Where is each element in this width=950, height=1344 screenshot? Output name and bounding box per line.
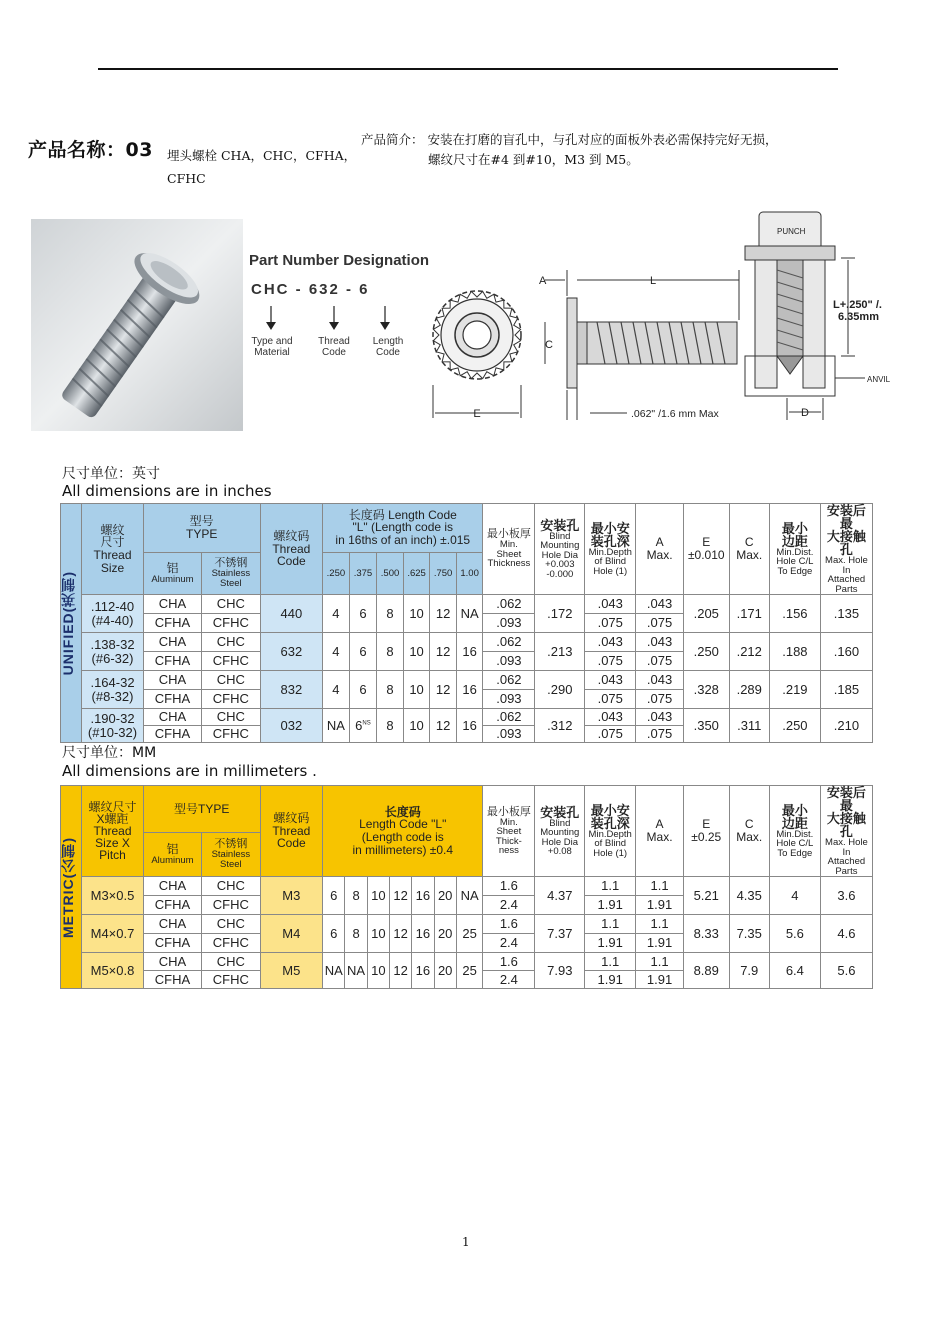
cell: .043 <box>636 595 684 614</box>
cell: 25 <box>456 915 483 953</box>
stud-photo <box>31 219 243 431</box>
cell: CFHC <box>202 614 260 633</box>
cell: 2.4 <box>483 971 535 989</box>
cell: .185 <box>820 671 872 709</box>
cell: CFHC <box>202 971 260 989</box>
anvil-label: ANVIL <box>867 375 891 384</box>
cell: CHC <box>202 915 260 934</box>
cell: .075 <box>585 614 636 633</box>
cell: 12 <box>430 595 457 633</box>
cell: .171 <box>729 595 769 633</box>
cell: 1.1 <box>636 915 684 934</box>
cell: 8 <box>377 671 404 709</box>
cell: .043 <box>585 709 636 726</box>
cell: CFHA <box>143 896 201 915</box>
metric-side-label: METRIC(公制) <box>61 786 82 989</box>
cell: 1.1 <box>585 877 636 896</box>
max-note: .062" /1.6 mm Max <box>631 408 719 420</box>
cell: 8 <box>377 595 404 633</box>
cell: .210 <box>820 709 872 743</box>
cell: .075 <box>636 690 684 709</box>
cell: 6 <box>349 595 377 633</box>
cell: .043 <box>585 595 636 614</box>
cell: 10 <box>403 633 430 671</box>
cell: 8 <box>377 633 404 671</box>
cell: NA <box>456 877 483 915</box>
cell: CHC <box>202 953 260 971</box>
head-front-view <box>433 291 521 379</box>
cell: 7.35 <box>729 915 769 953</box>
cell: .160 <box>820 633 872 671</box>
cell: M4 <box>260 915 323 953</box>
cell: 1.91 <box>636 896 684 915</box>
seg2-line1: Thread <box>318 336 350 347</box>
inch-h-length: 长度码 Length Code "L" (Length code is in 16ths of an inch) ±.015 <box>323 504 483 553</box>
cell: 6 <box>349 633 377 671</box>
cell: .075 <box>636 614 684 633</box>
cell: CHC <box>202 671 260 690</box>
cell: .219 <box>769 671 820 709</box>
cell: CFHA <box>143 614 201 633</box>
cell: 4 <box>323 595 350 633</box>
stud-side-view <box>567 298 737 388</box>
cell: .205 <box>683 595 729 633</box>
metric-h-type: 型号TYPE <box>143 786 260 833</box>
inch-len-5: 1.00 <box>456 552 483 594</box>
cell: .212 <box>729 633 769 671</box>
punch-label: PUNCH <box>777 227 806 236</box>
cell: 8 <box>377 709 404 743</box>
metric-spec-table <box>60 785 873 989</box>
cell: 1.6 <box>483 915 535 934</box>
cell: 10 <box>403 671 430 709</box>
cell: 4.37 <box>535 877 585 915</box>
seg3-line2: Code <box>376 347 400 358</box>
cell: .312 <box>535 709 585 743</box>
inch-h-code: 螺纹码 Thread Code <box>260 504 323 595</box>
cell: 10 <box>367 877 389 915</box>
cell: CFHC <box>202 652 260 671</box>
cell: CFHC <box>202 896 260 915</box>
cell: CFHC <box>202 934 260 953</box>
metric-h-al: 铝 Aluminum <box>143 832 201 876</box>
intro-line-2: 螺纹尺寸在#4 到#10，M3 到 M5。 <box>428 152 639 167</box>
cell: 12 <box>430 633 457 671</box>
cell: .043 <box>636 633 684 652</box>
cell: CFHA <box>143 934 201 953</box>
inch-h-sheet: 最小板厚 Min. Sheet Thickness <box>483 504 535 595</box>
cell: CHA <box>143 709 201 726</box>
inch-h-blind: 安装孔 Blind Mounting Hole Dia +0.003 -0.000 <box>535 504 585 595</box>
seg1-line1: Type and <box>251 336 293 347</box>
cell: 20 <box>434 953 456 989</box>
cell: .350 <box>683 709 729 743</box>
inch-unit-en: All dimensions are in inches <box>62 482 272 500</box>
cell: 1.91 <box>585 971 636 989</box>
cell: CHA <box>143 915 201 934</box>
cell: 5.21 <box>683 877 729 915</box>
cell: 1.91 <box>636 971 684 989</box>
inch-h-type: 型号 TYPE <box>143 504 260 553</box>
cell: 6 <box>349 671 377 709</box>
cell: 1.91 <box>585 896 636 915</box>
intro-label: 产品简介： <box>361 132 424 147</box>
cell: .135 <box>820 595 872 633</box>
cell: 1.1 <box>636 953 684 971</box>
top-rule <box>98 68 838 70</box>
inch-side-label: UNIFIED(英制) <box>61 504 82 743</box>
table-row: M5×0.8 <box>82 953 144 989</box>
inch-h-al: 铝 Aluminum <box>143 552 201 594</box>
cell: .093 <box>483 690 535 709</box>
cell: 25 <box>456 953 483 989</box>
metric-h-hole: 安装后最 大接触孔 Max. Hole In Attached Parts <box>820 786 872 877</box>
cell: 6 <box>323 915 345 953</box>
cell: .043 <box>636 709 684 726</box>
cell: CFHC <box>202 690 260 709</box>
length-note-2: 6.35mm <box>838 311 879 323</box>
cell: 16 <box>456 671 483 709</box>
cell: 7.37 <box>535 915 585 953</box>
cell: 12 <box>430 671 457 709</box>
inch-len-4: .750 <box>430 552 457 594</box>
dim-l-label: L <box>650 275 657 287</box>
dim-c-label: C <box>545 339 553 351</box>
seg1-line2: Material <box>254 347 290 358</box>
cell: CHA <box>143 671 201 690</box>
cell: CFHA <box>143 971 201 989</box>
cell: 8.89 <box>683 953 729 989</box>
cell: 6.4 <box>769 953 820 989</box>
designation-code: CHC - 632 - 6 <box>251 281 370 298</box>
installation-view <box>745 212 835 396</box>
cell: .075 <box>585 726 636 743</box>
product-name-desc: 埋头螺栓 CHA，CHC，CFHA，CFHC <box>167 148 357 186</box>
cell: 10 <box>367 915 389 953</box>
metric-h-e: E ±0.25 <box>683 786 729 877</box>
cell: CFHA <box>143 652 201 671</box>
cell: .075 <box>636 652 684 671</box>
product-intro <box>361 130 841 170</box>
cell: 12 <box>389 915 411 953</box>
metric-unit-cn: 尺寸单位：MM <box>62 745 157 761</box>
cell: CHC <box>202 877 260 896</box>
cell: CHC <box>202 633 260 652</box>
cell: 1.91 <box>585 934 636 953</box>
part-number-diagram <box>245 210 905 438</box>
cell: 7.93 <box>535 953 585 989</box>
cell: 10 <box>403 595 430 633</box>
designation-title: Part Number Designation <box>249 252 430 269</box>
cell: 5.6 <box>769 915 820 953</box>
cell: .062 <box>483 595 535 614</box>
inch-h-thread: 螺纹 尺寸 Thread Size <box>82 504 144 595</box>
cell: .289 <box>729 671 769 709</box>
cell: M5 <box>260 953 323 989</box>
page-number: 1 <box>462 1235 470 1249</box>
metric-h-ss: 不锈钢 Stainless Steel <box>202 832 260 876</box>
metric-h-code: 螺纹码 Thread Code <box>260 786 323 877</box>
cell: 4.35 <box>729 877 769 915</box>
cell: 20 <box>434 915 456 953</box>
cell: 16 <box>412 953 434 989</box>
inch-h-c: C Max. <box>729 504 769 595</box>
cell: 12 <box>389 877 411 915</box>
table-row: .190-32 (#10-32) <box>82 709 144 743</box>
cell: NA <box>323 953 345 989</box>
inch-spec-table <box>60 503 873 743</box>
cell: CHC <box>202 709 260 726</box>
cell: NA <box>456 595 483 633</box>
cell: 6 <box>323 877 345 915</box>
inch-h-a: A Max. <box>636 504 684 595</box>
inch-len-2: .500 <box>377 552 404 594</box>
cell: 16 <box>456 633 483 671</box>
metric-h-depth: 最小安 装孔深 Min.Depth of Blind Hole (1) <box>585 786 636 877</box>
metric-h-blind: 安装孔 Blind Mounting Hole Dia +0.08 <box>535 786 585 877</box>
metric-h-length: 长度码 Length Code "L" (Length code is in millimeters) ±0.4 <box>323 786 483 877</box>
cell: 2.4 <box>483 934 535 953</box>
inch-h-e: E ±0.010 <box>683 504 729 595</box>
cell: CFHC <box>202 726 260 743</box>
cell: 4 <box>769 877 820 915</box>
cell: CHA <box>143 595 201 614</box>
cell: M3 <box>260 877 323 915</box>
cell: 1.6 <box>483 877 535 896</box>
cell: .093 <box>483 652 535 671</box>
cell: .213 <box>535 633 585 671</box>
dim-a-label: A <box>539 275 547 287</box>
cell: .043 <box>636 671 684 690</box>
cell: .311 <box>729 709 769 743</box>
cell: .250 <box>683 633 729 671</box>
cell: 832 <box>260 671 323 709</box>
cell: NA <box>323 709 350 743</box>
cell: 1.6 <box>483 953 535 971</box>
inch-h-ss: 不锈钢 Stainless Steel <box>202 552 260 594</box>
cell: 5.6 <box>820 953 872 989</box>
cell: .290 <box>535 671 585 709</box>
metric-h-edge: 最小 边距 Min.Dist. Hole C/L To Edge <box>769 786 820 877</box>
table-row: .164-32 (#8-32) <box>82 671 144 709</box>
cell: 1.1 <box>636 877 684 896</box>
cell: 10 <box>367 953 389 989</box>
cell: 12 <box>389 953 411 989</box>
inch-h-hole: 安装后最 大接触孔 Max. Hole In Attached Parts <box>820 504 872 595</box>
inch-len-1: .375 <box>349 552 377 594</box>
cell: .075 <box>585 652 636 671</box>
inch-h-depth: 最小安 装孔深 Min.Depth of Blind Hole (1) <box>585 504 636 595</box>
metric-h-c: C Max. <box>729 786 769 877</box>
cell: 2.4 <box>483 896 535 915</box>
cell: .093 <box>483 726 535 743</box>
cell: 3.6 <box>820 877 872 915</box>
cell: 1.1 <box>585 915 636 934</box>
cell: .093 <box>483 614 535 633</box>
cell: 7.9 <box>729 953 769 989</box>
table-row: M4×0.7 <box>82 915 144 953</box>
cell: 4 <box>323 671 350 709</box>
cell: 4.6 <box>820 915 872 953</box>
inch-len-3: .625 <box>403 552 430 594</box>
cell: 1.91 <box>636 934 684 953</box>
cell: CFHA <box>143 726 201 743</box>
designation-arrows <box>271 306 385 325</box>
cell: .062 <box>483 633 535 652</box>
cell: 632 <box>260 633 323 671</box>
inch-len-0: .250 <box>323 552 350 594</box>
cell: .062 <box>483 671 535 690</box>
cell: .043 <box>585 633 636 652</box>
cell: .075 <box>585 690 636 709</box>
table-row: .112-40 (#4-40) <box>82 595 144 633</box>
inch-unit-cn: 尺寸单位：英寸 <box>62 466 160 482</box>
product-name-label: 产品名称：03 <box>28 139 153 161</box>
cell: 16 <box>456 709 483 743</box>
cell: 16 <box>412 915 434 953</box>
cell: .172 <box>535 595 585 633</box>
cell: .156 <box>769 595 820 633</box>
cell: .328 <box>683 671 729 709</box>
cell: 8 <box>345 915 367 953</box>
cell: 8 <box>345 877 367 915</box>
cell: 8.33 <box>683 915 729 953</box>
cell: 4 <box>323 633 350 671</box>
table-row: .138-32 (#6-32) <box>82 633 144 671</box>
metric-h-thread: 螺纹尺寸 X螺距 Thread Size X Pitch <box>82 786 144 877</box>
cell: .075 <box>636 726 684 743</box>
cell: CHA <box>143 877 201 896</box>
inch-h-edge: 最小 边距 Min.Dist. Hole C/L To Edge <box>769 504 820 595</box>
cell: .188 <box>769 633 820 671</box>
cell: .062 <box>483 709 535 726</box>
cell: CFHA <box>143 690 201 709</box>
cell: CHA <box>143 633 201 652</box>
cell: 12 <box>430 709 457 743</box>
cell: 16 <box>412 877 434 915</box>
cell: NA <box>345 953 367 989</box>
cell: $6^{NS}$ <box>349 709 377 743</box>
length-note-1: L+.250" /. <box>833 299 882 311</box>
cell: CHA <box>143 953 201 971</box>
cell: CHC <box>202 595 260 614</box>
cell: .250 <box>769 709 820 743</box>
dim-e-label: E <box>473 408 481 420</box>
intro-line-1: 安装在打磨的盲孔中，与孔对应的面板外表必需保持完好无损， <box>427 132 778 147</box>
cell: .043 <box>585 671 636 690</box>
cell: 20 <box>434 877 456 915</box>
table-row: M3×0.5 <box>82 877 144 915</box>
metric-h-sheet: 最小板厚 Min. Sheet Thick- ness <box>483 786 535 877</box>
cell: 440 <box>260 595 323 633</box>
seg3-line1: Length <box>372 336 404 347</box>
dim-d-label: D <box>801 407 809 419</box>
metric-h-a: A Max. <box>636 786 684 877</box>
seg2-line2: Code <box>322 347 346 358</box>
metric-unit-en: All dimensions are in millimeters . <box>62 762 317 780</box>
cell: 032 <box>260 709 323 743</box>
cell: 1.1 <box>585 953 636 971</box>
cell: 10 <box>403 709 430 743</box>
